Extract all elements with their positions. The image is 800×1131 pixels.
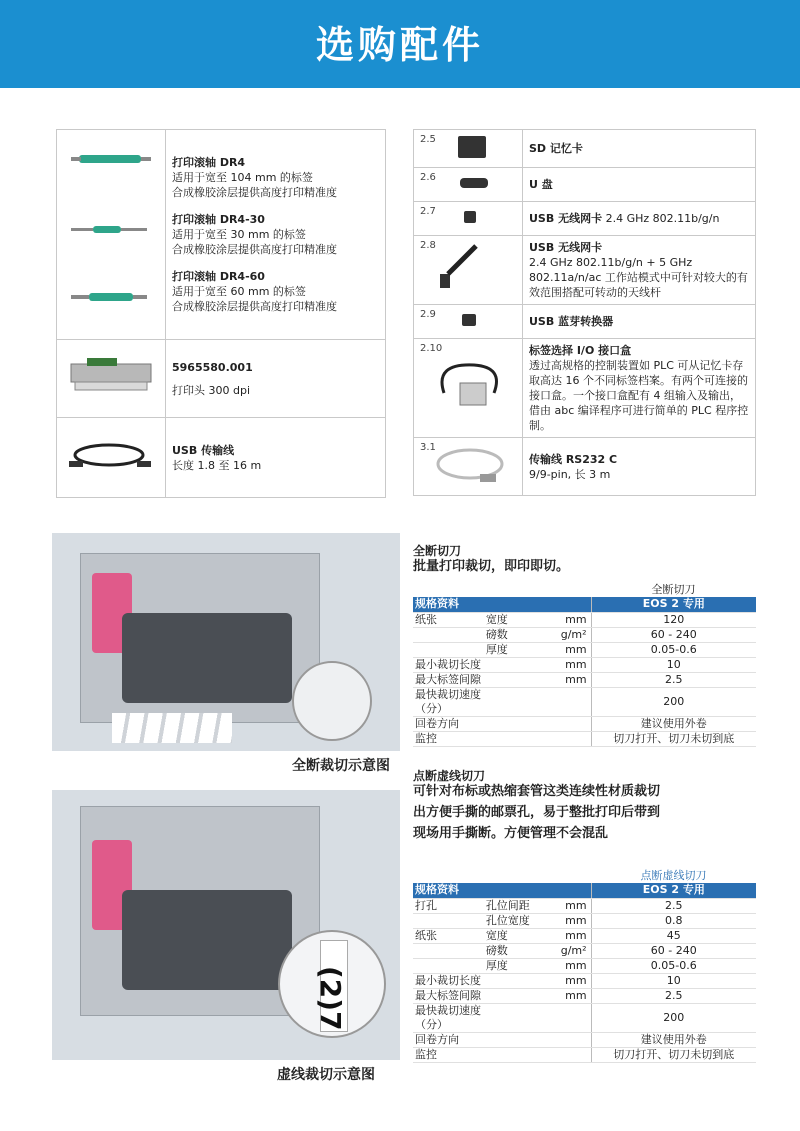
tube-label-text: (2)7 — [314, 966, 347, 1031]
spec-row — [413, 642, 756, 657]
wifi-dongle-desc: 2.4 GHz 802.11b/g/n — [605, 212, 720, 225]
spec-group: 监控 — [413, 1047, 484, 1062]
sd-card-title: SD 记忆卡 — [529, 142, 583, 155]
spec-value: 10 — [591, 973, 756, 988]
item-number: 3.1 — [420, 442, 436, 453]
perforation-desc-line: 出方便手撕的邮票孔，易于整批打印后带到 — [413, 805, 661, 820]
spec-unit: mm — [545, 958, 592, 973]
roller-dr4-60-desc2: 合成橡胶涂层提供高度打印精准度 — [172, 300, 337, 313]
spec-row — [413, 988, 756, 1003]
perforation-desc-line: 现场用手撕断。方便管理不会混乱 — [413, 826, 609, 841]
full-cut-caption: 全断裁切示意图 — [292, 758, 390, 774]
full-cut-photo — [52, 533, 400, 751]
roller-dr4-30-icon — [71, 226, 147, 233]
spec-row — [413, 943, 756, 958]
spec-value: 切刀打开、切刀未切到底 — [591, 731, 756, 746]
spec-name: 磅数 — [484, 943, 545, 958]
roller-dr4-title: 打印滚轴 DR4 — [172, 156, 246, 169]
printhead-title: 5965580.001 — [172, 360, 253, 374]
perforation-cut-photo — [52, 790, 400, 1060]
spec-value: 60 - 240 — [591, 943, 756, 958]
roller-dr4-30 — [172, 212, 379, 257]
spec-unit: mm — [545, 612, 592, 627]
spec-unit: mm — [545, 642, 592, 657]
spec-unit: g/m² — [545, 627, 592, 642]
full-cut-spec-table — [413, 582, 756, 747]
item-number: 2.9 — [420, 309, 436, 320]
bluetooth-adapter-title: USB 蓝芽转换器 — [529, 315, 614, 328]
spec-group: 回卷方向 — [413, 1032, 484, 1047]
spec-unit — [545, 731, 592, 746]
spec-group: 纸张 — [413, 612, 484, 627]
item-number: 2.8 — [420, 240, 436, 251]
spec-value: 120 — [591, 612, 756, 627]
roller-dr4-icon — [71, 155, 151, 163]
spec-group: 最小裁切长度 — [413, 657, 484, 672]
roller-dr4-60-icon — [71, 293, 147, 301]
spec-row — [413, 627, 756, 642]
right-accessory-table — [413, 129, 756, 496]
item-number: 2.7 — [420, 206, 436, 217]
spec-value: 200 — [591, 1003, 756, 1032]
spec-group — [413, 627, 484, 642]
full-cut-desc: 批量打印裁切，即印即切。 — [413, 559, 570, 574]
spec-row — [413, 1047, 756, 1062]
spec-row — [413, 898, 756, 913]
spec-name: 厚度 — [484, 642, 545, 657]
spec-name — [484, 988, 545, 1003]
wifi-antenna-title: USB 无线网卡 — [529, 241, 603, 254]
perforation-cut-desc — [413, 781, 660, 844]
roller-dr4 — [172, 155, 379, 200]
perforation-cut-title: 点断虚线切刀 — [413, 769, 486, 783]
spec-name: 厚度 — [484, 958, 545, 973]
spec-row — [413, 716, 756, 731]
full-cut-title: 全断切刀 — [413, 544, 462, 558]
spec-unit: mm — [545, 913, 592, 928]
spec-group — [413, 958, 484, 973]
rs232-desc: 9/9-pin, 长 3 m — [529, 467, 611, 481]
roller-images — [57, 130, 166, 340]
spec-group: 最大标签间隙 — [413, 988, 484, 1003]
rs232-title: 传输线 RS232 C — [529, 452, 618, 466]
spec-unit: g/m² — [545, 943, 592, 958]
spec-unit: mm — [545, 928, 592, 943]
spec-unit: mm — [545, 657, 592, 672]
spec-name — [484, 731, 545, 746]
cutter-module — [122, 613, 292, 703]
spec-group: 打孔 — [413, 898, 484, 913]
spec-group: 回卷方向 — [413, 716, 484, 731]
page-banner — [0, 0, 800, 88]
spec-unit — [545, 716, 592, 731]
print-roller-icons — [57, 133, 165, 333]
spec-name: 磅数 — [484, 627, 545, 642]
wifi-dongle-title: USB 无线网卡 — [529, 212, 603, 225]
cutter-module — [122, 890, 292, 990]
roller-dr4-30-desc1: 适用于宽至 30 mm 的标签 — [172, 228, 306, 241]
spec-value: 60 - 240 — [591, 627, 756, 642]
roller-dr4-60 — [172, 269, 379, 314]
spec-row — [413, 672, 756, 687]
spec-row — [413, 612, 756, 627]
spec-group — [413, 642, 484, 657]
io-box-desc: 透过高规格的控制装置如 PLC 可从记忆卡存取高达 16 个不同标签档案。有两个可连接的接口盒。一个接口盒配有 4 组输入及输出，借由 abc 编译程序可进行简单的 PLC 程序控制。 — [529, 359, 749, 432]
spec-row — [413, 1003, 756, 1032]
spec-unit — [545, 1032, 592, 1047]
perforation-cut-spec-table — [413, 868, 756, 1063]
spec-group: 最大标签间隙 — [413, 672, 484, 687]
spec-value: 切刀打开、切刀未切到底 — [591, 1047, 756, 1062]
spec-name — [484, 687, 545, 716]
usb-cable-desc: 长度 1.8 至 16 m — [172, 458, 262, 472]
spec-label: 规格资料 — [413, 883, 591, 898]
spec-name: 宽度 — [484, 612, 545, 627]
wifi-antenna-desc: 2.4 GHz 802.11b/g/n + 5 GHz 802.11a/n/ac 工作站模式中可针对较大的有效范围搭配可转动的天线杆 — [529, 256, 748, 299]
spec-model: EOS 2 专用 — [591, 597, 756, 612]
spec-name — [484, 672, 545, 687]
roller-dr4-30-title: 打印滚轴 DR4-30 — [172, 213, 265, 226]
roller-dr4-60-desc1: 适用于宽至 60 mm 的标签 — [172, 285, 306, 298]
spec-row — [413, 913, 756, 928]
spec-row — [413, 1032, 756, 1047]
spec-row — [413, 973, 756, 988]
roller-dr4-30-desc2: 合成橡胶涂层提供高度打印精准度 — [172, 243, 337, 256]
spec-name: 宽度 — [484, 928, 545, 943]
spec-value: 2.5 — [591, 672, 756, 687]
spec-unit — [545, 1003, 592, 1032]
spec-unit: mm — [545, 988, 592, 1003]
spec-value: 45 — [591, 928, 756, 943]
spec-name: 孔位间距 — [484, 898, 545, 913]
cut-labels — [112, 713, 232, 743]
spec-group: 最小裁切长度 — [413, 973, 484, 988]
detail-zoom-circle — [292, 661, 372, 741]
usb-cable-image — [57, 418, 166, 498]
spec-name — [484, 1003, 545, 1032]
printhead-icon — [57, 342, 165, 412]
spec-value: 0.8 — [591, 913, 756, 928]
usb-cable-icon — [57, 421, 165, 491]
spec-row — [413, 657, 756, 672]
printhead-desc: 打印头 300 dpi — [172, 383, 251, 397]
usb-stick-title: U 盘 — [529, 178, 553, 191]
spec-column-title: 全断切刀 — [651, 582, 696, 596]
left-accessory-table — [56, 129, 386, 498]
spec-group: 纸张 — [413, 928, 484, 943]
spec-unit — [545, 1047, 592, 1062]
spec-value: 2.5 — [591, 988, 756, 1003]
spec-row — [413, 928, 756, 943]
spec-row — [413, 731, 756, 746]
spec-row — [413, 687, 756, 716]
spec-name — [484, 1047, 545, 1062]
spec-group: 最快裁切速度（分） — [413, 1003, 484, 1032]
spec-group — [413, 943, 484, 958]
spec-model: EOS 2 专用 — [591, 883, 756, 898]
printhead-image — [57, 340, 166, 418]
spec-unit: mm — [545, 973, 592, 988]
spec-value: 0.05-0.6 — [591, 642, 756, 657]
item-number: 2.10 — [420, 343, 443, 354]
spec-column-title: 点断虚线切刀 — [640, 868, 707, 882]
roller-dr4-60-title: 打印滚轴 DR4-60 — [172, 270, 265, 283]
spec-unit: mm — [545, 898, 592, 913]
spec-row — [413, 958, 756, 973]
spec-name — [484, 716, 545, 731]
spec-value: 200 — [591, 687, 756, 716]
item-number: 2.6 — [420, 172, 436, 183]
io-box-title: 标签选择 I/O 接口盒 — [529, 344, 632, 357]
io-box-icon — [414, 343, 522, 431]
spec-value: 建议使用外卷 — [591, 1032, 756, 1047]
spec-group: 最快裁切速度（分） — [413, 687, 484, 716]
spec-name — [484, 1032, 545, 1047]
spec-group — [413, 913, 484, 928]
roller-dr4-desc1: 适用于宽至 104 mm 的标签 — [172, 171, 313, 184]
perforation-desc-line: 可针对布标或热缩套管这类连续性材质裁切 — [413, 784, 661, 799]
spec-value: 2.5 — [591, 898, 756, 913]
usb-cable-title: USB 传输线 — [172, 443, 235, 457]
spec-name — [484, 973, 545, 988]
spec-value: 建议使用外卷 — [591, 716, 756, 731]
spec-group: 监控 — [413, 731, 484, 746]
roller-dr4-desc2: 合成橡胶涂层提供高度打印精准度 — [172, 186, 337, 199]
perforation-cut-caption: 虚线裁切示意图 — [277, 1067, 375, 1083]
spec-name — [484, 657, 545, 672]
spec-value: 10 — [591, 657, 756, 672]
spec-unit — [545, 687, 592, 716]
page-title: 选购配件 — [315, 23, 484, 67]
spec-name: 孔位宽度 — [484, 913, 545, 928]
spec-unit: mm — [545, 672, 592, 687]
spec-value: 0.05-0.6 — [591, 958, 756, 973]
spec-label: 规格资料 — [413, 597, 591, 612]
item-number: 2.5 — [420, 134, 436, 145]
